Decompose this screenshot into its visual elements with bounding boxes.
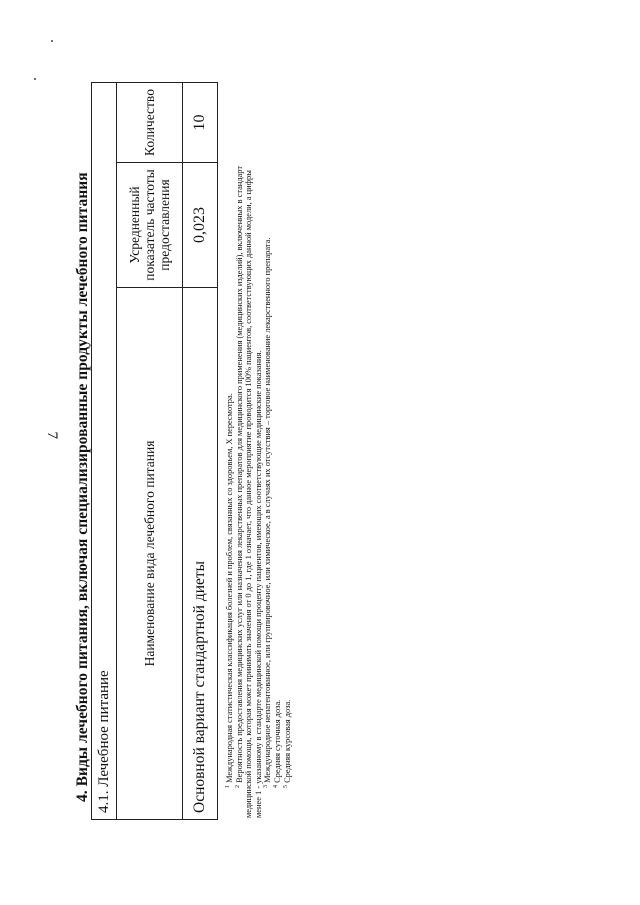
cell-frequency: 0,023	[183, 163, 218, 288]
footnote-text: Средняя суточная доза.	[272, 699, 282, 783]
footnote-5	[283, 158, 293, 818]
footnote-mark: 5	[282, 785, 289, 788]
cell-quantity: 10	[183, 82, 218, 162]
header-frequency: Усредненный показатель частоты предоставления	[117, 163, 183, 288]
footnote-text: Средняя курсовая доза.	[282, 699, 292, 783]
footnote-text: Международное непатентованное, или группировочное, или химическое, а в случаях их отсутствия – торговое наименование лекарственного препарата.	[263, 237, 273, 783]
footnote-mark: 1	[225, 785, 231, 788]
footnote-2	[235, 158, 264, 818]
footnote-mark: 3	[263, 785, 270, 788]
section-heading: 4. Виды лечебного питания, включая специализированные продукты лечебного питания	[74, 172, 91, 802]
table-header-row	[117, 82, 183, 819]
footnotes	[225, 158, 292, 818]
footnote-text: Вероятность предоставления медицинских услуг или назначения лекарственных препаратов для медицинского применения (медицинских изделий), включенных в стандарт медицинской помощи, которая может принимать значения от 0 до 1, где 1 означает, что данное мероприятие проводится 100% пациентов, соответствующих данной модели, а цифры менее 1 - указанному в стандарте медицинской помощи проценту пациентов, имеющих соответствующие медицинские показания.	[234, 165, 263, 818]
cell-diet-name: Основной вариант стандартной диеты	[183, 288, 218, 820]
footnote-text: Международная статистическая классификация болезней и проблем, связанных со здоровьем, X пересмотра.	[225, 393, 234, 783]
diet-table	[91, 82, 218, 820]
footnote-3	[263, 158, 273, 818]
header-name: Наименование вида лечебного питания	[117, 288, 183, 820]
table-section-row	[92, 82, 117, 819]
footnote-mark: 2	[234, 785, 241, 788]
footnote-1	[225, 158, 235, 818]
header-quantity: Количество	[117, 82, 183, 162]
table-row	[183, 82, 218, 819]
footnote-4	[273, 158, 283, 818]
footnote-mark: 4	[272, 785, 279, 788]
page-number: 7	[44, 431, 60, 439]
table-section-title: 4.1. Лечебное питание	[92, 82, 117, 819]
